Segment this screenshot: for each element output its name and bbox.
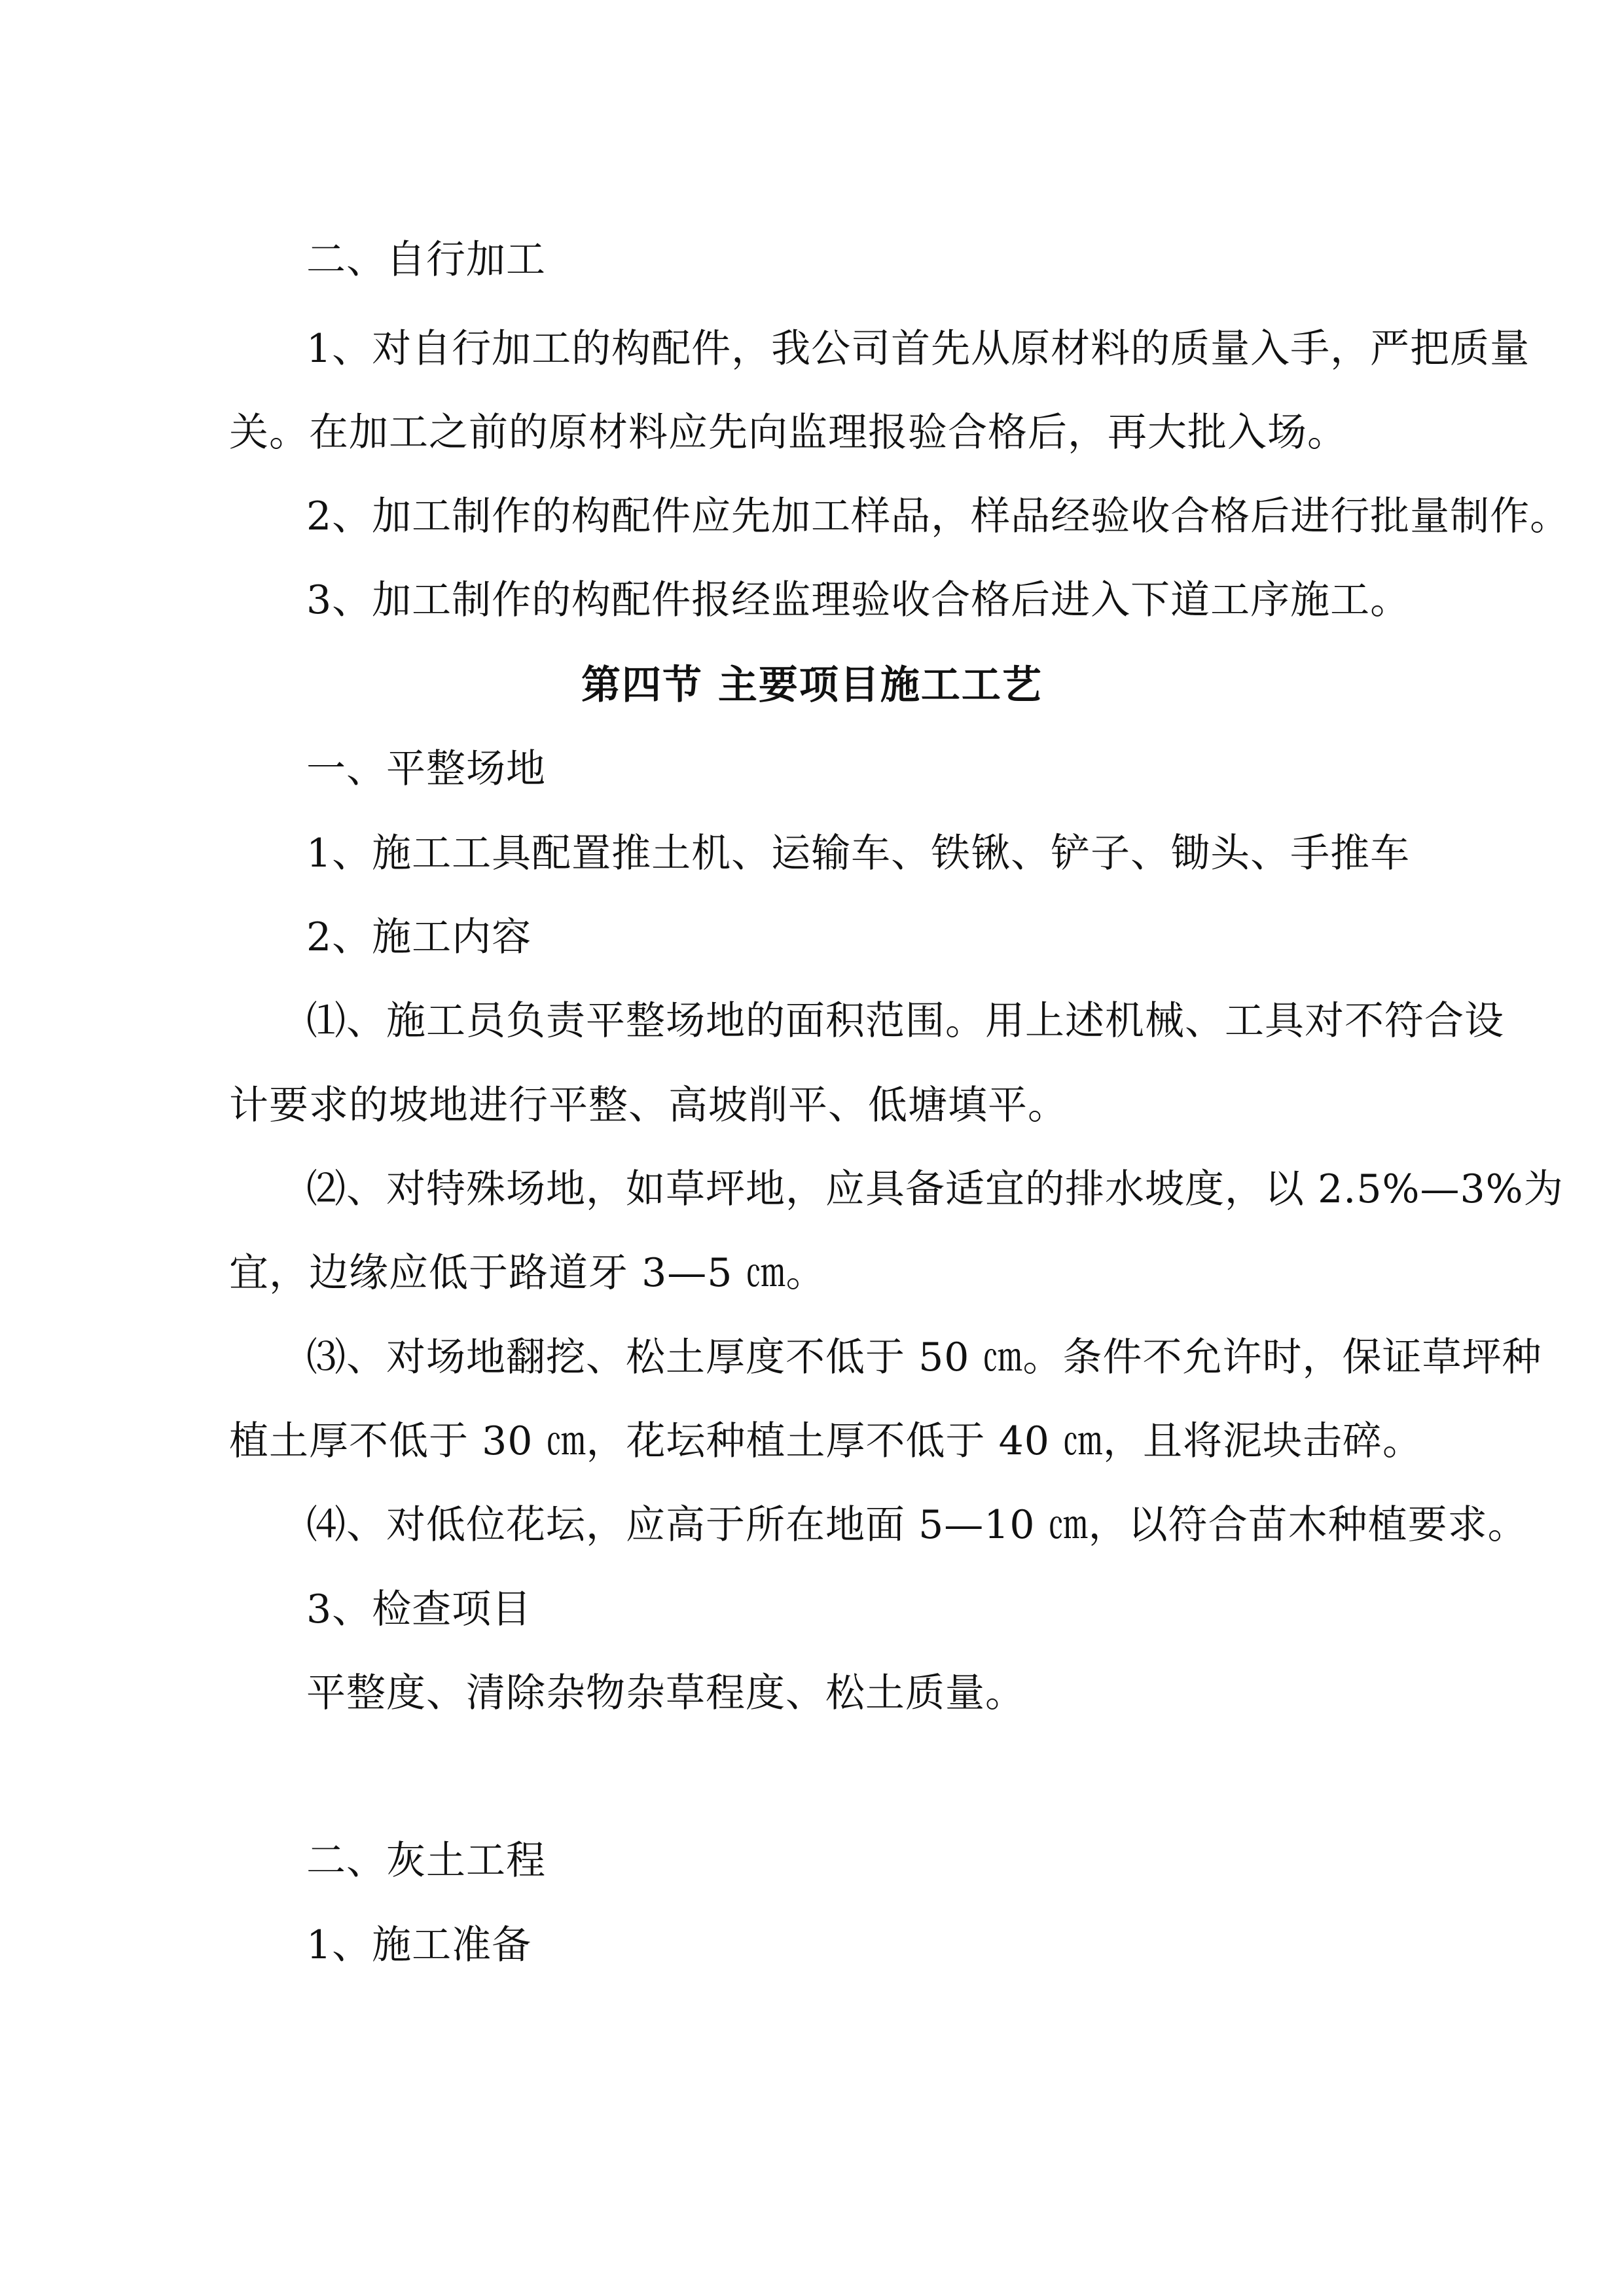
item-3-line-1: ⑶、对场地翻挖、松土厚度不低于 50 ㎝。条件不允许时，保证草坪种 xyxy=(306,1335,1542,1380)
inspection-items-text: 平整度、清除杂物杂草程度、松土质量。 xyxy=(306,1670,1025,1716)
item-3-line-2: 植土厚不低于 30 ㎝，花坛种植土厚不低于 40 ㎝，且将泥块击碎。 xyxy=(229,1418,1422,1464)
item-2-line-2: 宜，边缘应低于路道牙 3—5 ㎝。 xyxy=(229,1250,826,1296)
item-1-line-1: ⑴、施工员负责平整场地的面积范围。用上述机械、工具对不符合设 xyxy=(306,998,1504,1044)
item-4: ⑷、对低位花坛，应高于所在地面 5—10 ㎝，以符合苗木种植要求。 xyxy=(306,1502,1528,1548)
item-1-line-2: 计要求的坡地进行平整、高坡削平、低塘填平。 xyxy=(229,1083,1068,1128)
paragraph-1-line-2: 关。在加工之前的原材料应先向监理报验合格后，再大批入场。 xyxy=(229,410,1347,456)
section-heading-site-leveling: 一、平整场地 xyxy=(306,746,546,792)
chapter-heading: 第四节 主要项目施工工艺 xyxy=(581,662,1043,708)
paragraph-tools: 1、施工工具配置推土机、运输车、铁锹、铲子、锄头、手推车 xyxy=(306,831,1411,876)
subheading-inspection-items: 3、检查项目 xyxy=(306,1587,532,1632)
subheading-preparation: 1、施工准备 xyxy=(306,1922,532,1968)
section-heading-lime-soil: 二、灰土工程 xyxy=(306,1838,546,1884)
section-heading-self-processing: 二、自行加工 xyxy=(306,237,546,283)
subheading-construction-content: 2、施工内容 xyxy=(306,914,532,960)
item-2-line-1: ⑵、对特殊场地，如草坪地，应具备适宜的排水坡度，以 2.5%—3%为 xyxy=(306,1166,1564,1212)
paragraph-1-line-1: 1、对自行加工的构配件，我公司首先从原材料的质量入手，严把质量 xyxy=(306,326,1530,372)
paragraph-2: 2、加工制作的构配件应先加工样品，样品经验收合格后进行批量制作。 xyxy=(306,493,1570,539)
paragraph-3: 3、加工制作的构配件报经监理验收合格后进入下道工序施工。 xyxy=(306,577,1411,623)
